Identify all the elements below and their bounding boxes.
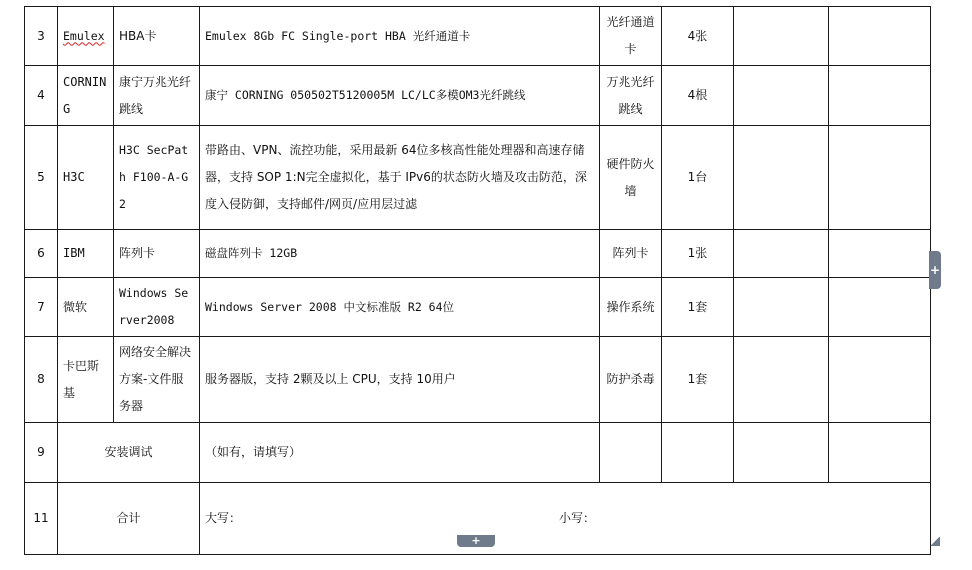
brand-cell[interactable]: H3C	[58, 126, 114, 230]
table-row	[25, 7, 931, 66]
empty-cell[interactable]	[662, 423, 734, 483]
empty-cell[interactable]	[734, 7, 829, 66]
spec-cell[interactable]	[200, 66, 600, 126]
empty-cell[interactable]	[829, 337, 931, 423]
category-cell[interactable]: 操作系统	[600, 278, 662, 337]
empty-cell[interactable]	[734, 126, 829, 230]
empty-cell[interactable]	[734, 66, 829, 126]
total-amount-cell[interactable]	[200, 483, 931, 555]
empty-cell[interactable]	[734, 278, 829, 337]
brand-cell[interactable]	[58, 7, 114, 66]
empty-cell[interactable]	[829, 230, 931, 278]
spec-text: 磁盘阵列卡 12GB	[205, 246, 298, 260]
quantity-cell[interactable]: 1张	[662, 230, 734, 278]
empty-cell[interactable]	[829, 278, 931, 337]
empty-cell[interactable]	[734, 230, 829, 278]
row-number[interactable]: 8	[25, 337, 58, 423]
empty-cell[interactable]	[829, 66, 931, 126]
model-text: H3C SecPath F100-A-G2	[119, 143, 189, 211]
brand-text: Emulex	[63, 28, 105, 43]
spec-cell[interactable]: 带路由、VPN、流控功能，采用最新 64位多核高性能处理器和高速存储器，支持 SOP 1:N完全虚拟化，基于 IPv6的状态防火墙及攻击防范，深度入侵防御，支持邮件/网页/应用层过滤	[200, 126, 600, 230]
table-row	[25, 66, 931, 126]
row-number[interactable]: 11	[25, 483, 58, 555]
install-row	[25, 423, 931, 483]
quantity-cell[interactable]: 4根	[662, 66, 734, 126]
amount-in-figures-label: 小写：	[558, 511, 595, 525]
equipment-table	[24, 6, 931, 555]
category-cell[interactable]: 阵列卡	[600, 230, 662, 278]
total-amount-line	[205, 505, 925, 532]
row-number[interactable]: 3	[25, 7, 58, 66]
empty-cell[interactable]	[829, 7, 931, 66]
empty-cell[interactable]	[829, 126, 931, 230]
table-resize-handle[interactable]	[931, 537, 940, 546]
model-cell[interactable]	[114, 278, 200, 337]
model-cell[interactable]: 康宁万兆光纤跳线	[114, 66, 200, 126]
empty-cell[interactable]	[734, 423, 829, 483]
install-label-cell[interactable]: 安装调试	[58, 423, 200, 483]
brand-cell[interactable]: IBM	[58, 230, 114, 278]
brand-cell[interactable]: 卡巴斯基	[58, 337, 114, 423]
row-number[interactable]: 7	[25, 278, 58, 337]
add-row-button[interactable]: +	[457, 535, 495, 547]
add-column-button[interactable]: +	[929, 251, 941, 289]
row-number[interactable]: 5	[25, 126, 58, 230]
table-row	[25, 126, 931, 230]
spec-cell[interactable]	[200, 7, 600, 66]
row-number[interactable]: 6	[25, 230, 58, 278]
empty-cell[interactable]	[600, 423, 662, 483]
spec-text: 康宁 CORNING 050502T5120005M LC/LC多模OM3光纤跳线	[205, 88, 526, 102]
quantity-cell[interactable]: 4张	[662, 7, 734, 66]
category-cell[interactable]: 硬件防火墙	[600, 126, 662, 230]
brand-cell[interactable]: CORNING	[58, 66, 114, 126]
spec-text: Emulex 8Gb FC Single-port HBA 光纤通道卡	[205, 28, 471, 43]
quantity-cell[interactable]: 1台	[662, 126, 734, 230]
table-row	[25, 278, 931, 337]
spec-cell[interactable]	[200, 278, 600, 337]
model-cell[interactable]: 阵列卡	[114, 230, 200, 278]
total-label-cell[interactable]: 合计	[58, 483, 200, 555]
empty-cell[interactable]	[829, 423, 931, 483]
category-cell[interactable]: 防护杀毒	[600, 337, 662, 423]
spec-cell[interactable]	[200, 230, 600, 278]
model-cell[interactable]: HBA卡	[114, 7, 200, 66]
table-row	[25, 337, 931, 423]
row-number[interactable]: 4	[25, 66, 58, 126]
row-number[interactable]: 9	[25, 423, 58, 483]
model-cell[interactable]	[114, 126, 200, 230]
spec-text: Windows Server 2008 中文标准版 R2 64位	[205, 299, 455, 314]
empty-cell[interactable]	[734, 337, 829, 423]
spec-cell[interactable]: 服务器版，支持 2颗及以上 CPU，支持 10用户	[200, 337, 600, 423]
category-cell[interactable]: 光纤通道卡	[600, 7, 662, 66]
install-note-cell[interactable]: （如有，请填写）	[200, 423, 600, 483]
brand-cell[interactable]: 微软	[58, 278, 114, 337]
model-cell[interactable]: 网络安全解决方案-文件服务器	[114, 337, 200, 423]
quantity-cell[interactable]: 1套	[662, 337, 734, 423]
model-text: Windows Server2008	[119, 286, 189, 327]
amount-in-words-label: 大写：	[205, 511, 242, 525]
category-cell[interactable]: 万兆光纤跳线	[600, 66, 662, 126]
quantity-cell[interactable]: 1套	[662, 278, 734, 337]
table-row	[25, 230, 931, 278]
